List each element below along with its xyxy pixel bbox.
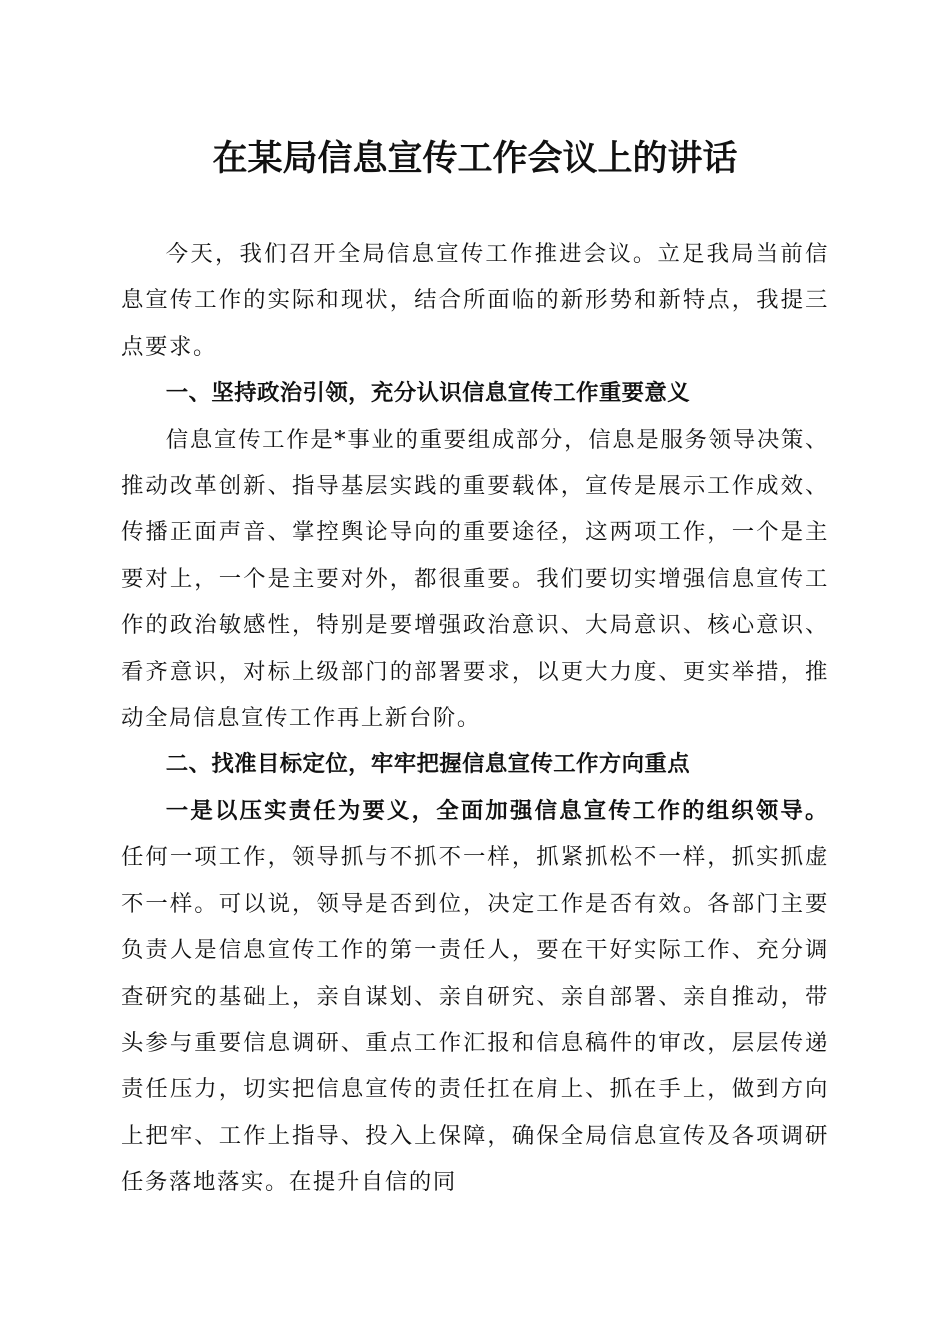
section-heading-2: 二、找准目标定位，牢牢把握信息宣传工作方向重点 [165,751,690,778]
document-title: 在某局信息宣传工作会议上的讲话 [212,138,738,179]
section-heading-1: 一、坚持政治引领，充分认识信息宣传工作重要意义 [165,380,690,407]
section-1-paragraph: 信息宣传工作是*事业的重要组成部分，信息是服务领导决策、推动改革创新、指导基层实践的重要载体，宣传是展示工作成效、传播正面声音、掌控舆论导向的重要途径，这两项工作，一个是主要对上，一个是主要对外，都很重要。我们要切实增强信息宣传工作的政治敏感性，特别是要增强政治意识、大局意识、核心意识、看齐意识，对标上级部门的部署要求，以更大力度、更实举措，推动全局信息宣传工作再上新台阶。 [121,426,829,732]
section-2-lead-sentence: 一是以压实责任为要义，全面加强信息宣传工作的组织领导。 [165,797,829,824]
section-2-paragraph [121,788,829,1206]
document-body [121,231,829,1206]
section-2-paragraph-text: 任何一项工作，领导抓与不抓不一样，抓紧抓松不一样，抓实抓虚不一样。可以说，领导是否到位，决定工作是否有效。各部门主要负责人是信息宣传工作的第一责任人，要在干好实际工作、充分调查研究的基础上，亲自谋划、亲自研究、亲自部署、亲自推动，带头参与重要信息调研、重点工作汇报和信息稿件的审改，层层传递责任压力，切实把信息宣传的责任扛在肩上、抓在手上，做到方向上把牢、工作上指导、投入上保障，确保全局信息宣传及各项调研任务落地落实。在提升自信的同 [121,844,829,1196]
intro-paragraph: 今天，我们召开全局信息宣传工作推进会议。立足我局当前信息宣传工作的实际和现状，结合所面临的新形势和新特点，我提三点要求。 [121,241,829,360]
